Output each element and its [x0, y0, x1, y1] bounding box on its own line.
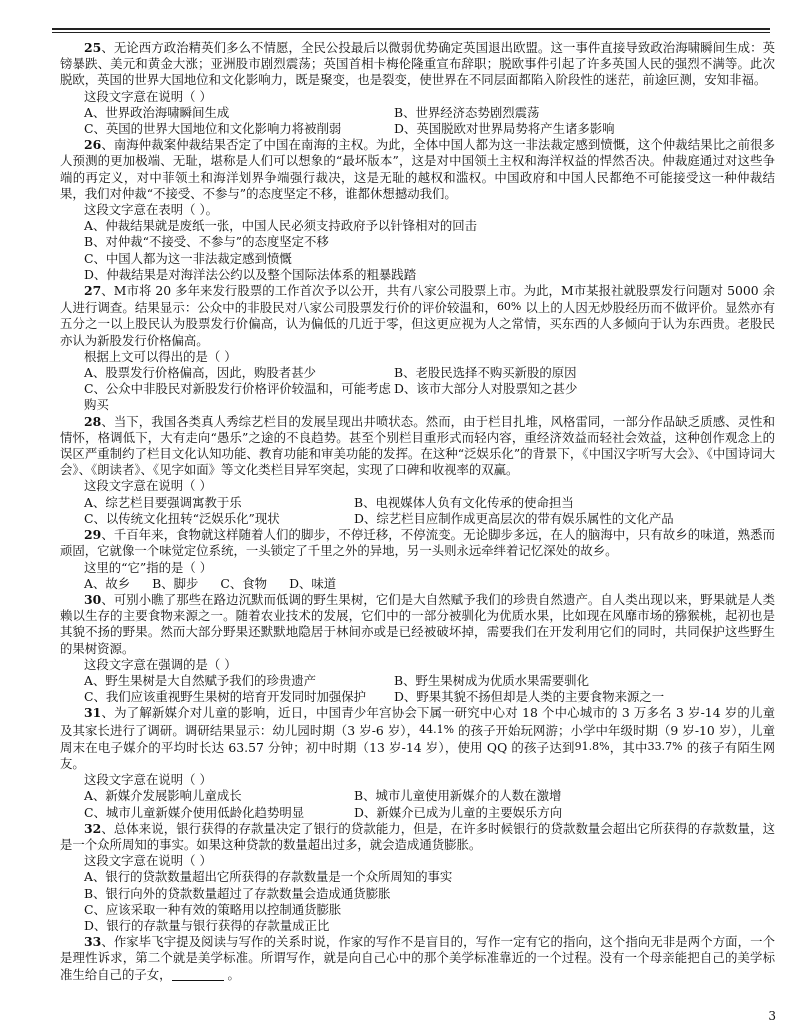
option-c[interactable]: C、城市儿童新媒介使用低龄化趋势明显 — [84, 804, 305, 820]
header-rule-thick — [52, 28, 770, 30]
question-25-options-ab — [60, 105, 775, 121]
question-30-stem: 这段文字意在强调的是（ ） — [84, 656, 237, 672]
percent-figure: 44.1% — [419, 722, 455, 736]
question-25-options-cd — [60, 121, 775, 137]
option-d[interactable]: D、野果其貌不扬但却是人类的主要食物来源之一 — [394, 689, 665, 705]
question-26-passage: 26、南海仲裁案仲裁结果否定了中国在南海的主权。为此，全体中国人都为这一非法裁定感到愤慨，这个仲裁结果比之前很多人预测的更加极端、无耻，堪称是人们可以想象的“最坏版本”，这是对中国领土主权和海洋权益的悍然否决。仲裁庭通过对这些争端的再定义，对中菲领土和海洋划界争端强行裁决，这是无耻的越权和滥权。中国政府和中国人民都绝不可能接受这一种仲裁结果，我们对仲裁“不接受、不参与”的态度坚定不移，谁都休想撼动我们。 — [60, 137, 775, 201]
option-b[interactable]: B、对仲裁“不接受、不参与”的态度坚定不移 — [84, 234, 329, 250]
question-32-passage: 32、总体来说，银行获得的存款量决定了银行的贷款能力，但是，在许多时候银行的贷款数量会超出它所获得的存款数量，这是一个众所周知的事实。如果这种贷款的数量超出过多，就会造成通货膨胀。 — [60, 820, 775, 852]
option-b[interactable]: B、电视媒体人负有文化传承的使命担当 — [354, 494, 574, 510]
option-b[interactable]: B、野生果树成为优质水果需要驯化 — [394, 672, 589, 688]
question-27-passage: 27、M市将 20 多年来发行股票的工作首次予以公开，共有八家公司股票上市。为此，M市某报社就股票发行问题对 5000 余人进行调查。结果显示：公众中的非股民对八家公司股票发行价的评价较温和，60% 以上的人因无炒股经历而不做评价。显然亦有五分之一以上股民认为股票发行价偏高，认为偏低的几近于零，但这更应视为人之常情，买东西的人多倾向于认为东西贵。老股民亦认为新股发行价格偏高。 — [60, 283, 775, 348]
question-25-passage: 25、无论西方政治精英们多么不情愿，全民公投最后以微弱优势确定英国退出欧盟。这一事件直接导致政治海啸瞬间生成：英镑暴跌、美元和黄金大涨；亚洲股市剧烈震荡；英国首相卡梅伦隆重宣布辞职；脱欧事件引起了许多英国人民的强烈不满等。此次脱欧，英国的世界大国地位和文化影响力，既是聚变，也是裂变，使世界在不同层面都陷入阶段性的迷茫，前途叵测，安知非福。 — [60, 40, 775, 88]
option-d[interactable]: D、英国脱欧对世界局势将产生诸多影响 — [394, 121, 615, 137]
question-27-stem: 根据上文可以得出的是（ ） — [84, 348, 237, 364]
option-b[interactable]: B、银行向外的贷款数量超过了存款数量会造成通货膨胀 — [84, 885, 391, 901]
option-b[interactable]: B、世界经济态势剧烈震荡 — [394, 104, 540, 120]
option-a[interactable]: A、综艺栏目要强调寓教于乐 — [84, 494, 242, 510]
option-d[interactable]: D、银行的存款量与银行获得的存款量成正比 — [84, 917, 330, 933]
option-a[interactable]: A、新媒介发展影响儿童成长 — [84, 788, 242, 804]
question-28-options-cd — [60, 511, 775, 527]
question-29-stem: 这里的“它”指的是（ ） — [84, 559, 213, 575]
option-c[interactable]: C、公众中非股民对新股发行价格评价较温和，可能考虑购买 — [84, 381, 391, 413]
exam-content — [60, 40, 775, 983]
option-b[interactable]: B、脚步 — [152, 575, 199, 591]
option-a[interactable]: A、银行的贷款数量超出它所获得的存款数量是一个众所周知的事实 — [84, 869, 453, 885]
question-26-stem: 这段文字意在表明（ ）。 — [84, 202, 219, 218]
question-29-passage: 29、千百年来，食物就这样随着人们的脚步，不停迁移，不停流变。无论脚步多远，在人的脑海中，只有故乡的味道，熟悉而顽固，它就像一个味觉定位系统，一头锁定了千里之外的异地，另一头则永远牵绊着记忆深处的故乡。 — [60, 527, 775, 559]
question-28-options-ab — [60, 495, 775, 511]
option-a[interactable]: A、仲裁结果就是废纸一张，中国人民必须支持政府予以针锋相对的回击 — [84, 218, 478, 234]
option-d[interactable]: D、该市大部分人对股票知之甚少 — [394, 381, 578, 397]
percent-figure: 60% — [496, 300, 522, 314]
question-25-stem: 这段文字意在说明（ ） — [84, 88, 212, 104]
option-d[interactable]: D、新媒介已成为儿童的主要娱乐方向 — [354, 804, 563, 820]
option-c[interactable]: C、英国的世界大国地位和文化影响力将被削弱 — [84, 121, 342, 137]
question-30-options-ab — [60, 673, 775, 689]
option-d[interactable]: D、仲裁结果是对海洋法公约以及整个国际法体系的粗暴践踏 — [84, 266, 417, 282]
option-a[interactable]: A、野生果树是大自然赋予我们的珍贵遗产 — [84, 672, 316, 688]
question-31-options-cd — [60, 805, 775, 821]
question-31-passage: 31、为了解新媒介对儿童的影响，近日，中国青少年宫协会下属一研究中心对 18 个中心城市的 3 万多名 3 岁-14 岁的儿童及其家长进行了调研。调研结果显示：幼儿园时期（3 岁-6 岁），44.1% 的孩子开始玩网游；小学中年级时期（9 岁-10 岁），儿童周末在电子媒介的平均时长达 63.57 分钟；初中时期（13 岁-14 岁），使用 QQ 的孩子达到91.8%，其中33.7% 的孩子有陌生网友。 — [60, 705, 775, 771]
option-c[interactable]: C、中国人都为这一非法裁定感到愤慨 — [84, 250, 292, 266]
question-31-stem: 这段文字意在说明（ ） — [84, 772, 212, 788]
question-29-options — [60, 576, 775, 592]
option-c[interactable]: C、食物 — [220, 575, 268, 591]
question-32-stem: 这段文字意在说明（ ） — [84, 853, 212, 869]
question-27-options-cd — [60, 381, 775, 413]
percent-figure: 33.7% — [647, 739, 683, 753]
answer-blank[interactable] — [172, 968, 224, 981]
question-27-options-ab — [60, 365, 775, 381]
option-a[interactable]: A、世界政治海啸瞬间生成 — [84, 104, 230, 120]
question-30-passage: 30、可别小瞧了那些在路边沉默而低调的野生果树，它们是大自然赋予我们的珍贵自然遗产。自人类出现以来，野果就是人类赖以生存的主要食物来源之一。随着农业技术的发展，它们中的一部分被驯化为优质水果，比如现在风靡市场的猕猴桃，起初也是其貌不扬的野果。然而大部分野果还默默地隐居于林间亦或是已经被破坏掉，需要我们在开发利用它们的同时，共同保护这些野生的果树资源。 — [60, 591, 775, 656]
option-c[interactable]: C、以传统文化扭转“泛娱乐化”现状 — [84, 510, 280, 526]
option-d[interactable]: D、综艺栏目应制作成更高层次的带有娱乐属性的文化产品 — [354, 510, 674, 526]
option-c[interactable]: C、应该采取一种有效的策略用以控制通货膨胀 — [84, 901, 342, 917]
option-b[interactable]: B、城市儿童使用新媒介的人数在激增 — [354, 788, 562, 804]
header-rule-thin — [52, 32, 770, 33]
option-d[interactable]: D、味道 — [289, 575, 337, 591]
page-number: 3 — [768, 1009, 776, 1023]
question-30-options-cd — [60, 689, 775, 705]
percent-figure: 91.8% — [574, 739, 610, 753]
question-28-passage: 28、当下，我国各类真人秀综艺栏目的发展呈现出井喷状态。然而，由于栏目扎堆，风格雷同，一部分作品缺乏质感、灵性和情怀，格调低下，大有走向“愚乐”之途的不良趋势。甚至个别栏目重形式而轻内容，重经济效益而轻社会效益，这种创作观念上的误区严重制约了栏目文化认知功能、教育功能和审美功能的发挥。在这种“泛娱乐化”的背景下，《中国汉字听写大会》、《中国诗词大会》、《朗读者》、《见字如面》等文化类栏目异军突起，实现了口碑和收视率的双赢。 — [60, 413, 775, 478]
question-28-stem: 这段文字意在说明（ ） — [84, 478, 212, 494]
question-31-options-ab — [60, 788, 775, 804]
option-a[interactable]: A、股票发行价格偏高，因此，购股者甚少 — [84, 365, 316, 381]
option-a[interactable]: A、故乡 — [84, 575, 131, 591]
question-33-passage: 33、作家毕飞宇提及阅读与写作的关系时说，作家的写作不是盲目的，写作一定有它的指向，这个指向无非是两个方面，一个是理性诉求，第二个就是美学标准。所谓写作，就是向自己心中的那个美学标准靠近的一个过程。没有一个母亲能把自己的美学标准生给自己的子女， 。 — [60, 934, 775, 982]
option-c[interactable]: C、我们应该重视野生果树的培育开发同时加强保护 — [84, 689, 367, 705]
option-b[interactable]: B、老股民选择不购买新股的原因 — [394, 365, 577, 381]
